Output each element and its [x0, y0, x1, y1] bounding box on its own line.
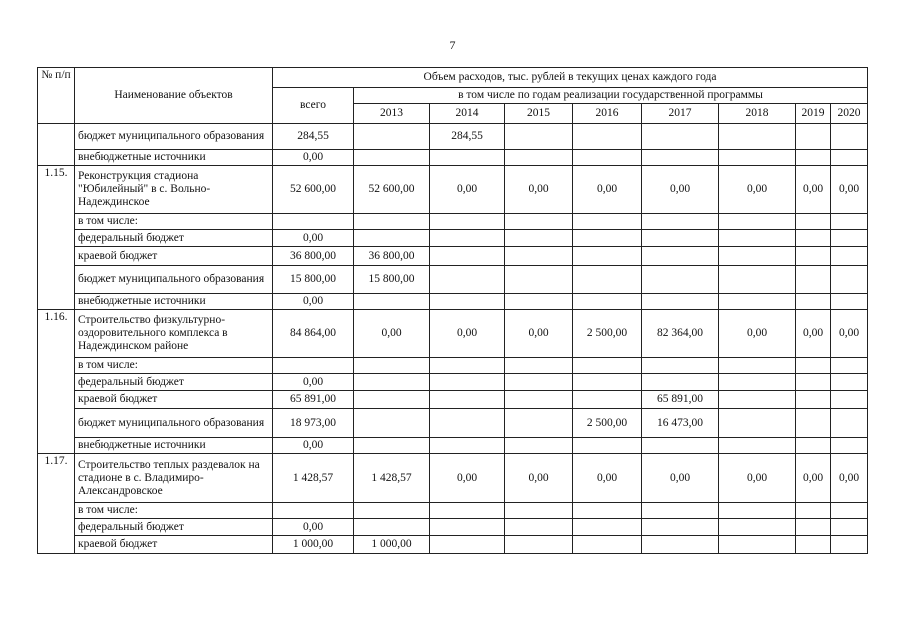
row-year-value: 0,00 [719, 310, 796, 358]
row-year-value [573, 503, 642, 519]
header-year: 2019 [796, 104, 831, 124]
row-total: 36 800,00 [273, 247, 354, 266]
row-year-value [642, 266, 719, 294]
row-year-value [642, 124, 719, 150]
row-year-value [573, 214, 642, 230]
row-year-value [719, 124, 796, 150]
row-total: 84 864,00 [273, 310, 354, 358]
row-name: внебюджетные источники [75, 438, 273, 454]
row-year-value [719, 536, 796, 554]
row-year-value: 0,00 [796, 454, 831, 503]
row-year-value [796, 358, 831, 374]
row-year-value [430, 374, 505, 391]
row-total: 0,00 [273, 230, 354, 247]
row-year-value [831, 150, 868, 166]
table-row [38, 150, 868, 166]
row-year-value [573, 294, 642, 310]
row-year-value [430, 214, 505, 230]
row-total [273, 214, 354, 230]
row-year-value [831, 438, 868, 454]
row-name: Реконструкция стадиона "Юбилейный" в с. Вольно-Надеждинское [75, 166, 273, 214]
row-year-value [796, 230, 831, 247]
row-year-value [573, 150, 642, 166]
table-row [38, 358, 868, 374]
row-year-value: 0,00 [505, 166, 573, 214]
row-total: 15 800,00 [273, 266, 354, 294]
header-year: 2020 [831, 104, 868, 124]
row-year-value [573, 247, 642, 266]
row-year-value: 0,00 [831, 454, 868, 503]
row-year-value: 1 428,57 [354, 454, 430, 503]
row-year-value [796, 503, 831, 519]
table-header [38, 68, 868, 124]
table-row [38, 266, 868, 294]
row-year-value [505, 124, 573, 150]
row-total: 284,55 [273, 124, 354, 150]
row-year-value [573, 358, 642, 374]
row-year-value [354, 503, 430, 519]
row-year-value [430, 247, 505, 266]
row-total: 65 891,00 [273, 391, 354, 409]
row-year-value [796, 266, 831, 294]
row-year-value: 52 600,00 [354, 166, 430, 214]
row-name: краевой бюджет [75, 536, 273, 554]
row-year-value [642, 374, 719, 391]
row-year-value [796, 391, 831, 409]
page-number: 7 [449, 38, 456, 52]
row-year-value: 65 891,00 [642, 391, 719, 409]
row-year-value [719, 247, 796, 266]
header-num: № п/п [38, 68, 75, 124]
row-year-value [430, 294, 505, 310]
row-year-value: 0,00 [796, 166, 831, 214]
row-year-value: 0,00 [831, 310, 868, 358]
row-year-value [430, 519, 505, 536]
row-year-value [505, 503, 573, 519]
row-year-value [796, 214, 831, 230]
row-year-value: 0,00 [430, 166, 505, 214]
header-name: Наименование объектов [75, 68, 273, 124]
row-year-value [719, 230, 796, 247]
row-year-value [796, 124, 831, 150]
row-year-value [354, 519, 430, 536]
row-year-value: 0,00 [796, 310, 831, 358]
row-year-value [642, 438, 719, 454]
row-year-value [642, 519, 719, 536]
row-year-value [719, 214, 796, 230]
row-year-value [642, 150, 719, 166]
row-year-value [831, 266, 868, 294]
row-total: 52 600,00 [273, 166, 354, 214]
row-year-value: 0,00 [719, 454, 796, 503]
row-year-value [719, 519, 796, 536]
row-year-value [796, 438, 831, 454]
row-year-value: 0,00 [505, 310, 573, 358]
row-year-value [505, 374, 573, 391]
row-year-value: 0,00 [573, 166, 642, 214]
row-year-value [719, 358, 796, 374]
row-year-value [642, 214, 719, 230]
row-name: внебюджетные источники [75, 150, 273, 166]
row-name: в том числе: [75, 214, 273, 230]
table-row [38, 247, 868, 266]
row-year-value [505, 409, 573, 438]
row-year-value [831, 230, 868, 247]
row-name: федеральный бюджет [75, 519, 273, 536]
row-year-value [430, 503, 505, 519]
row-name: бюджет муниципального образования [75, 409, 273, 438]
header-year: 2017 [642, 104, 719, 124]
row-total: 1 000,00 [273, 536, 354, 554]
row-year-value: 1 000,00 [354, 536, 430, 554]
row-year-value [642, 358, 719, 374]
table-row [38, 124, 868, 150]
row-year-value [796, 294, 831, 310]
table-row [38, 214, 868, 230]
row-year-value [573, 124, 642, 150]
row-year-value [831, 294, 868, 310]
row-year-value [796, 374, 831, 391]
row-year-value: 36 800,00 [354, 247, 430, 266]
row-year-value: 0,00 [354, 310, 430, 358]
table-row [38, 409, 868, 438]
row-name: федеральный бюджет [75, 230, 273, 247]
row-year-value [719, 150, 796, 166]
row-year-value [430, 358, 505, 374]
row-year-value [796, 519, 831, 536]
budget-table [37, 67, 868, 554]
row-year-value [354, 358, 430, 374]
row-year-value [831, 391, 868, 409]
row-year-value [354, 409, 430, 438]
row-year-value: 2 500,00 [573, 409, 642, 438]
row-name: краевой бюджет [75, 391, 273, 409]
row-number: 1.16. [38, 310, 75, 454]
row-year-value [642, 230, 719, 247]
row-year-value [430, 409, 505, 438]
row-year-value [642, 294, 719, 310]
row-year-value [430, 230, 505, 247]
row-year-value [719, 374, 796, 391]
row-name: федеральный бюджет [75, 374, 273, 391]
row-year-value: 0,00 [831, 166, 868, 214]
row-year-value [831, 214, 868, 230]
table-row [38, 294, 868, 310]
row-year-value [831, 519, 868, 536]
row-year-value [831, 409, 868, 438]
row-year-value [505, 391, 573, 409]
row-name: Строительство физкультурно-оздоровительного комплекса в Надеждинском районе [75, 310, 273, 358]
row-year-value [505, 536, 573, 554]
row-total [273, 503, 354, 519]
row-year-value [796, 150, 831, 166]
table-row [38, 374, 868, 391]
row-name: в том числе: [75, 358, 273, 374]
row-year-value [505, 266, 573, 294]
table-row [38, 391, 868, 409]
header-total: всего [273, 88, 354, 124]
row-year-value: 284,55 [430, 124, 505, 150]
table-row [38, 166, 868, 214]
table-row [38, 310, 868, 358]
row-year-value: 15 800,00 [354, 266, 430, 294]
header-year: 2016 [573, 104, 642, 124]
row-year-value: 0,00 [642, 166, 719, 214]
row-year-value [354, 214, 430, 230]
table-row [38, 438, 868, 454]
table-row [38, 230, 868, 247]
header-year: 2018 [719, 104, 796, 124]
row-year-value [354, 391, 430, 409]
row-year-value [354, 150, 430, 166]
row-year-value [354, 230, 430, 247]
row-year-value [573, 536, 642, 554]
row-year-value [505, 358, 573, 374]
row-year-value [505, 294, 573, 310]
row-name: бюджет муниципального образования [75, 266, 273, 294]
row-year-value [430, 536, 505, 554]
header-year: 2013 [354, 104, 430, 124]
row-year-value [573, 519, 642, 536]
header-year: 2015 [505, 104, 573, 124]
row-name: внебюджетные источники [75, 294, 273, 310]
row-year-value [573, 230, 642, 247]
row-year-value: 0,00 [573, 454, 642, 503]
row-year-value: 0,00 [505, 454, 573, 503]
row-year-value [573, 438, 642, 454]
row-name: бюджет муниципального образования [75, 124, 273, 150]
row-year-value [831, 374, 868, 391]
row-year-value [831, 536, 868, 554]
row-number: 1.17. [38, 454, 75, 554]
row-number [38, 124, 75, 166]
row-year-value: 0,00 [642, 454, 719, 503]
row-year-value [831, 503, 868, 519]
row-total [273, 358, 354, 374]
table-row [38, 503, 868, 519]
row-year-value [796, 247, 831, 266]
row-year-value [430, 391, 505, 409]
row-total: 0,00 [273, 438, 354, 454]
row-year-value [831, 358, 868, 374]
row-year-value [719, 438, 796, 454]
row-year-value [573, 391, 642, 409]
row-year-value [796, 409, 831, 438]
row-year-value [796, 536, 831, 554]
row-year-value [719, 294, 796, 310]
row-year-value [719, 266, 796, 294]
header-by-years: в том числе по годам реализации государственной программы [354, 88, 868, 104]
row-year-value [831, 124, 868, 150]
row-total: 0,00 [273, 150, 354, 166]
row-year-value: 2 500,00 [573, 310, 642, 358]
row-year-value [505, 230, 573, 247]
row-year-value [505, 438, 573, 454]
row-name: краевой бюджет [75, 247, 273, 266]
row-year-value [573, 374, 642, 391]
row-year-value: 0,00 [430, 454, 505, 503]
row-year-value [505, 214, 573, 230]
row-year-value: 0,00 [719, 166, 796, 214]
header-year: 2014 [430, 104, 505, 124]
row-number: 1.15. [38, 166, 75, 310]
row-year-value [505, 247, 573, 266]
row-year-value: 0,00 [430, 310, 505, 358]
row-year-value [719, 409, 796, 438]
row-year-value [430, 266, 505, 294]
table-row [38, 519, 868, 536]
row-total: 18 973,00 [273, 409, 354, 438]
row-total: 1 428,57 [273, 454, 354, 503]
row-year-value [719, 503, 796, 519]
row-year-value [573, 266, 642, 294]
table-body [38, 124, 868, 554]
header-volume-title: Объем расходов, тыс. рублей в текущих ценах каждого года [273, 68, 868, 88]
row-year-value [354, 124, 430, 150]
table-row [38, 536, 868, 554]
row-year-value [354, 294, 430, 310]
row-total: 0,00 [273, 374, 354, 391]
row-name: в том числе: [75, 503, 273, 519]
row-year-value [505, 519, 573, 536]
table-row [38, 454, 868, 503]
row-total: 0,00 [273, 519, 354, 536]
row-year-value: 82 364,00 [642, 310, 719, 358]
row-year-value [354, 438, 430, 454]
row-year-value: 16 473,00 [642, 409, 719, 438]
row-year-value [430, 438, 505, 454]
row-year-value [505, 150, 573, 166]
row-total: 0,00 [273, 294, 354, 310]
row-name: Строительство теплых раздевалок на стадионе в с. Владимиро-Александровское [75, 454, 273, 503]
row-year-value [430, 150, 505, 166]
row-year-value [642, 536, 719, 554]
row-year-value [642, 247, 719, 266]
row-year-value [354, 374, 430, 391]
row-year-value [642, 503, 719, 519]
row-year-value [831, 247, 868, 266]
row-year-value [719, 391, 796, 409]
